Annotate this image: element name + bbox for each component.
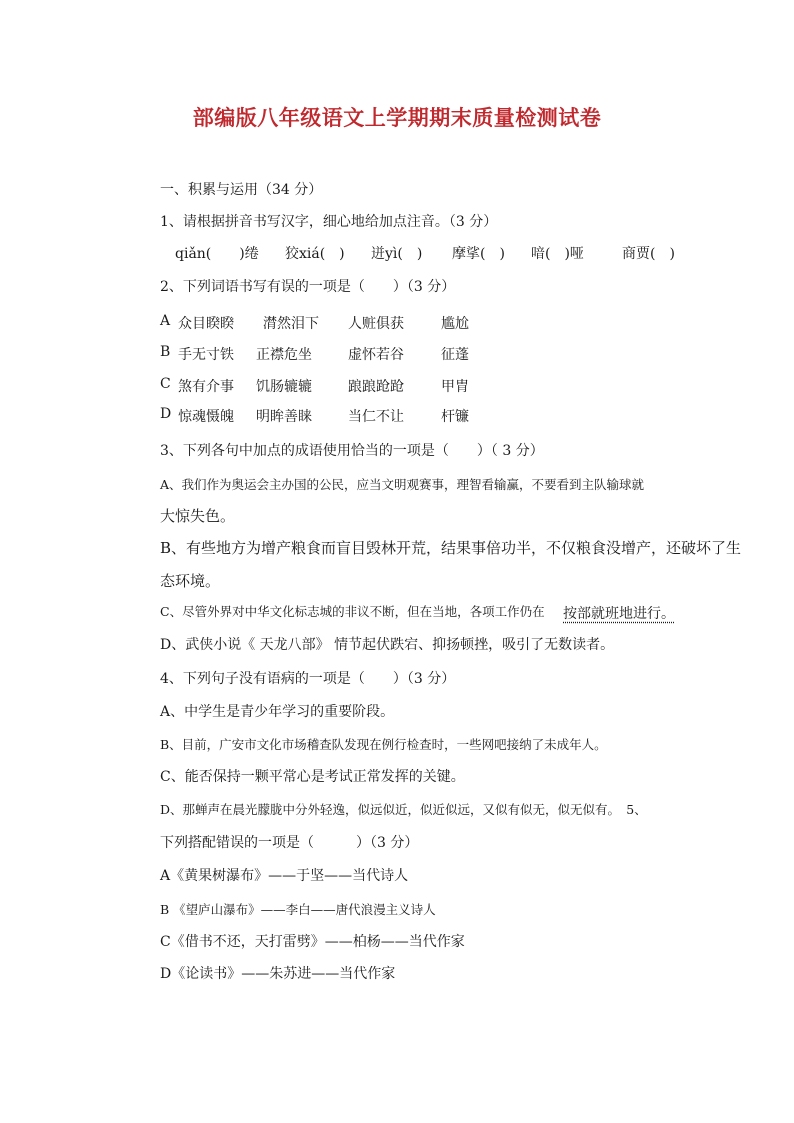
option-word: 饥肠辘辘: [256, 379, 312, 395]
option-a-text-cont: 大惊失色。: [160, 507, 236, 525]
option-word: 杆镰: [441, 409, 469, 425]
option-a-text: A、我们作为奥运会主办国的公民，应当文明观赛事，理智看输赢，不要看到主队输球就: [160, 477, 645, 492]
option-word: 甲胄: [441, 379, 469, 395]
option-a-text: A、中学生是青少年学习的重要阶段。: [160, 704, 395, 720]
question-1-stem: 1、请根据拼音书写汉字，细心地给加点注音。（3 分）: [160, 214, 498, 230]
section-heading: 一、积累与运用（34 分）: [160, 182, 323, 198]
pinyin-item: 喑( )哑: [531, 246, 584, 262]
pinyin-item: 商贾( ): [622, 246, 675, 262]
option-b-text: B、目前，广安市文化市场稽查队发现在例行检查时，一些网吧接纳了未成年人。: [160, 737, 607, 752]
option-d-text: D、武侠小说《 天龙八部》 情节起伏跌宕、抑扬顿挫，吸引了无数读者。: [160, 637, 615, 653]
option-word: 人赃俱获: [348, 316, 404, 332]
option-word: 征蓬: [441, 347, 469, 363]
question-5-stem: 下列搭配错误的一项是（ ）（3 分）: [160, 835, 419, 851]
option-word: 当仁不让: [348, 409, 404, 425]
option-d-text: D、那蝉声在晨光朦胧中分外轻逸，似远似近，似近似远，又似有似无，似无似有。 5、: [160, 802, 647, 817]
option-a-text: A《黄果树瀑布》——于坚——当代诗人: [160, 868, 409, 884]
option-letter: A: [160, 313, 171, 329]
question-2-stem: 2、下列词语书写有误的一项是（ ）（3 分）: [160, 279, 456, 295]
pinyin-item: qiǎn( )绻: [175, 246, 259, 262]
option-word: 众目睽睽: [178, 316, 234, 332]
option-b-text: B、有些地方为增产粮食而盲目毁林开荒，结果事倍功半，不仅粮食没增产，还破坏了生: [160, 539, 742, 557]
option-word: 虚怀若谷: [348, 347, 404, 363]
option-d-text: D《论读书》——朱苏进——当代作家: [160, 966, 396, 982]
option-c-text: C、能否保持一颗平常心是考试正常发挥的关键。: [160, 769, 465, 785]
question-4-stem: 4、下列句子没有语病的一项是（ ）（3 分）: [160, 671, 456, 687]
pinyin-item: 摩挲( ): [452, 246, 505, 262]
option-word: 惊魂慑魄: [178, 409, 234, 425]
option-word: 明眸善睐: [256, 409, 312, 425]
page-title: 部编版八年级语文上学期期末质量检测试卷: [192, 106, 602, 130]
pinyin-item: 迸yì( ): [371, 246, 423, 262]
option-word: 踉踉跄跄: [348, 379, 404, 395]
pinyin-item: 狡xiá( ): [285, 246, 345, 262]
option-word: 煞有介事: [178, 379, 234, 395]
option-word: 潸然泪下: [263, 316, 319, 332]
option-c-text: C、尽管外界对中华文化标志城的非议不断，但在当地，各项工作仍在: [160, 604, 545, 619]
option-letter: B: [160, 344, 171, 360]
option-letter: C: [160, 376, 171, 392]
dotted-idiom: 按部就班地进行。: [563, 606, 675, 622]
option-word: 手无寸铁: [178, 347, 234, 363]
option-b-text: B 《望庐山瀑布》——李白——唐代浪漫主义诗人: [160, 902, 436, 917]
option-letter: D: [160, 406, 172, 422]
option-word: 尴尬: [441, 316, 469, 332]
option-c-text: C《借书不还，天打雷劈》——柏杨——当代作家: [160, 934, 465, 950]
option-word: 正襟危坐: [256, 347, 312, 363]
question-3-stem: 3、下列各句中加点的成语使用恰当的一项是（ ）（ 3 分）: [160, 443, 544, 459]
option-b-text-cont: 态环境。: [160, 572, 221, 590]
